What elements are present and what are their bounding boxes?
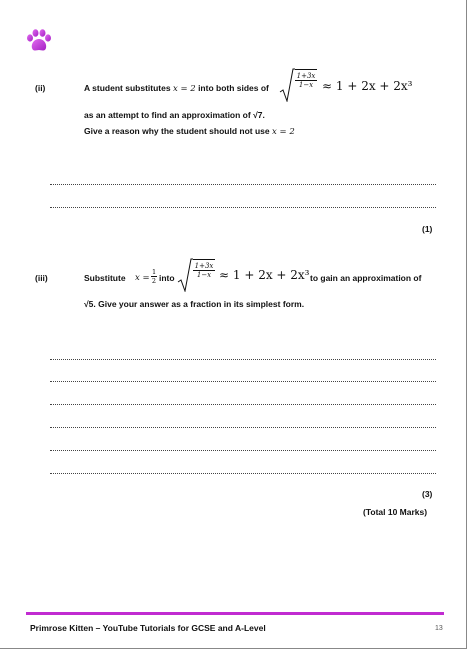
footer-text: Primrose Kitten – YouTube Tutorials for GCSE and A-Level (30, 623, 266, 633)
page-number: 13 (435, 625, 443, 632)
answer-line[interactable] (50, 359, 436, 360)
answer-line[interactable] (50, 207, 436, 208)
question-text-line: √5. Give your answer as a fraction in its simplest form. (84, 299, 305, 309)
text-segment: to gain an approximation of (310, 273, 422, 283)
approximation-rhs: ≈ 1 + 2x + 2x³ (322, 79, 413, 93)
answer-line[interactable] (50, 184, 436, 185)
total-marks-label: (Total 10 Marks) (363, 507, 428, 517)
fraction-denominator: 1−x (196, 271, 212, 279)
fraction-numerator: 1+3x (296, 72, 316, 80)
question-text-line (84, 273, 126, 283)
math-x-eq-2: x = 2 (172, 84, 196, 94)
answer-line[interactable] (50, 404, 436, 405)
text-segment: A student substitutes (84, 83, 171, 93)
question-number: (iii) (35, 273, 48, 283)
radical-sign (279, 68, 295, 102)
fraction-denominator: 2 (151, 277, 157, 285)
text-segment: into both sides of (198, 83, 269, 93)
answer-line[interactable] (50, 427, 436, 428)
question-text-line (84, 126, 295, 137)
footer-rule (26, 612, 444, 615)
radical-sign (177, 258, 193, 292)
paw-print-icon (26, 29, 52, 53)
math-x-eq: x = (135, 273, 150, 283)
fraction (295, 72, 317, 89)
marks-label: (3) (422, 489, 433, 499)
text-segment: Substitute (84, 273, 126, 283)
fraction-numerator: 1 (152, 268, 157, 276)
answer-line[interactable] (50, 381, 436, 382)
fraction-denominator: 1−x (298, 81, 314, 89)
answer-line[interactable] (50, 473, 436, 474)
answer-line[interactable] (50, 450, 436, 451)
question-text-line: as an attempt to find an approximation of √7. (84, 110, 265, 120)
question-text-line (84, 83, 269, 94)
approximation-rhs: ≈ 1 + 2x + 2x³ (219, 268, 310, 282)
math-x-eq-2: x = 2 (272, 127, 295, 137)
marks-label: (1) (422, 224, 433, 234)
text-segment: into (159, 273, 175, 283)
fraction-half (151, 268, 157, 285)
question-number: (ii) (35, 83, 46, 93)
fraction (193, 262, 215, 279)
text-segment: Give a reason why the student should not use (84, 126, 270, 136)
fraction-numerator: 1+3x (194, 262, 214, 270)
